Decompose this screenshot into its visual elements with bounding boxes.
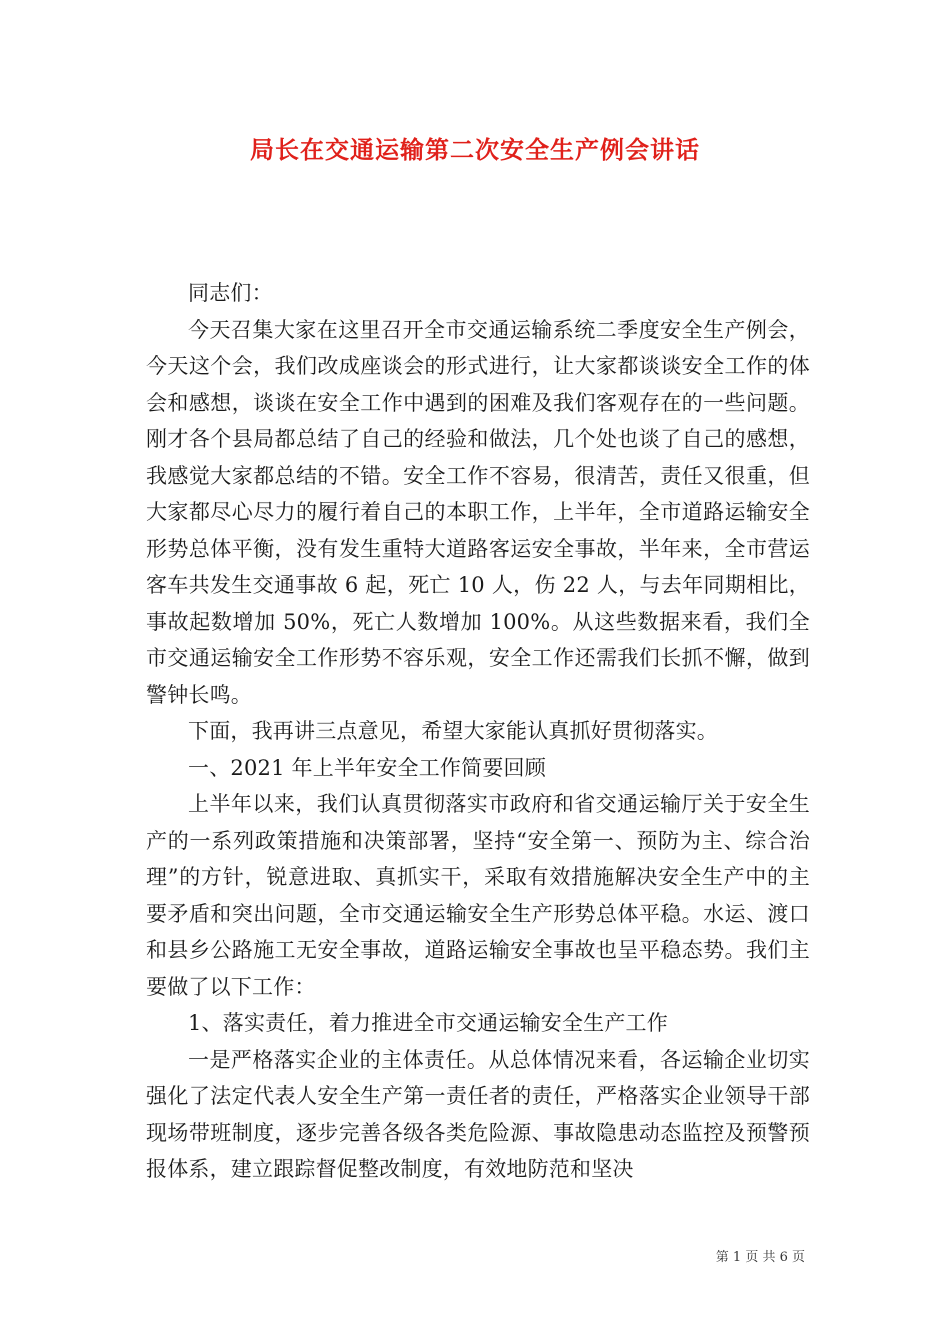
paragraph-three-points: 下面，我再讲三点意见，希望大家能认真抓好贯彻落实。 [188, 719, 718, 743]
paragraph-greeting: 同志们： [188, 281, 273, 305]
page-number: 第 1 页 共 6 页 [715, 1250, 805, 1265]
section-heading-review: 一、2021 年上半年安全工作简要回顾 [188, 755, 546, 780]
paragraph-review: 上半年以来，我们认真贯彻落实市政府和省交通运输厅关于安全生产的一系列政策措施和决策部署，坚持“安全第一、预防为主、综合治理”的方针，锐意进取、真抓实干，采取有效措施解决安全生产中的主要矛盾和突出问题，全市交通运输安全生产形势总体平稳。水运、渡口和县乡公路施工无安全事故，道路运输安全事故也呈平稳态势。我们主要做了以下工作： [146, 792, 810, 999]
document-body [146, 275, 810, 1188]
paragraph-opening: 今天召集大家在这里召开全市交通运输系统二季度安全生产例会，今天这个会，我们改成座谈会的形式进行，让大家都谈谈安全工作的体会和感想，谈谈在安全工作中遇到的困难及我们客观存在的一些问题。刚才各个县局都总结了自己的经验和做法，几个处也谈了自己的感想，我感觉大家都总结的不错。安全工作不容易，很清苦，责任又很重，但大家都尽心尽力的履行着自己的本职工作，上半年，全市道路运输安全形势总体平衡，没有发生重特大道路客运安全事故，半年来，全市营运客车共发生交通事故 6 起，死亡 10 人，伤 22 人，与去年同期相比，事故起数增加 50%，死亡人数增加 100%。从这些数据来看，我们全市交通运输安全工作形势不容乐观，安全工作还需我们长抓不懈，做到警钟长鸣。 [146, 317, 810, 707]
document-title: 局长在交通运输第二次安全生产例会讲话 [250, 135, 700, 164]
paragraph-enterprise-responsibility: 一是严格落实企业的主体责任。从总体情况来看，各运输企业切实强化了法定代表人安全生产第一责任者的责任，严格落实企业领导干部现场带班制度，逐步完善各级各类危险源、事故隐患动态监控及预警预报体系，建立跟踪督促整改制度，有效地防范和坚决 [146, 1047, 810, 1181]
subheading-responsibility: 1、落实责任，着力推进全市交通运输安全生产工作 [188, 1011, 668, 1035]
